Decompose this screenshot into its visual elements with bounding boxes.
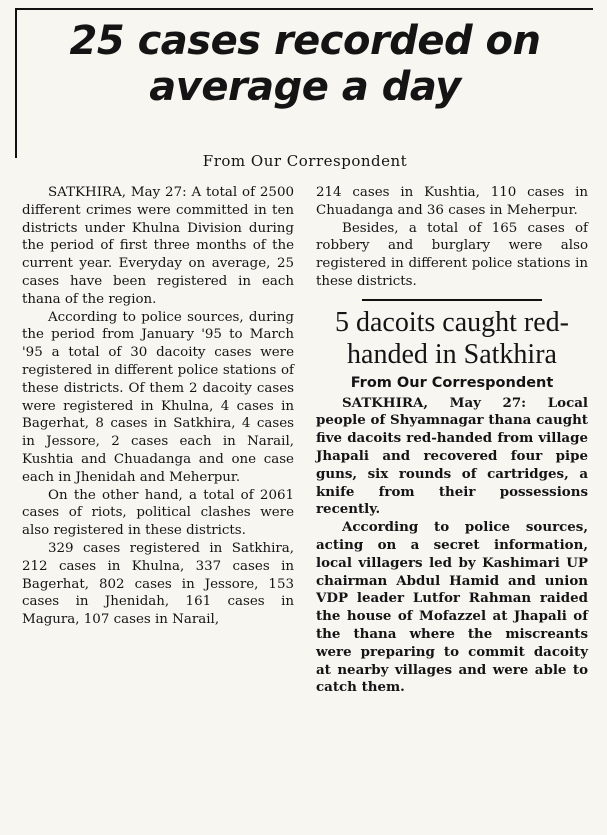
main-byline: From Our Correspondent: [202, 152, 408, 170]
second-headline: 5 dacoits caught red-handed in Satkhira: [334, 306, 570, 370]
article-paragraph: Besides, a total of 165 cases of robbery and burglary were also registered in different police stations in these districts.: [316, 220, 588, 289]
left-column: [22, 184, 294, 629]
article-paragraph: SATKHIRA, May 27: A total of 2500 different crimes were committed in ten districts under Khulna Division during the period of first three months of the current year. Everyday on average, 25 cases have been registered in each thana of the region.: [22, 185, 294, 307]
right-column: [316, 184, 588, 697]
article-paragraph: SATKHIRA, May 27: Local people of Shyamnagar thana caught five dacoits red-handed from village Jhapali and recovered four pipe guns, six rounds of cartridges, a knife from their possessions recently.: [316, 394, 588, 518]
article-paragraph: According to police sources, acting on a secret information, local villagers led by Kashimari UP chairman Abdul Hamid and union VDP leader Lutfor Rahman raided the house of Mofazzel at Jhapali of the thana where the miscreants were preparing to commit dacoity at nearby villages and were able to catch them.: [316, 519, 588, 696]
second-byline: From Our Correspondent: [350, 374, 554, 391]
main-headline: 25 cases recorded on average a day: [69, 18, 541, 110]
story-divider: [362, 299, 542, 301]
article-paragraph: According to police sources, during the period from January '95 to March '95 a total of 30 dacoity cases were registered in different police stations of these districts. Of them 2 dacoity cases were registered in Khulna, 4 cases in Bagerhat, 8 cases in Satkhira, 4 cases in Jessore, 2 cases each in Narail, Kushtia and Chuadanga and one case each in Jhenidah and Meherpur.: [22, 309, 294, 485]
article-continuation: 214 cases in Kushtia, 110 cases in Chuadanga and 36 cases in Meherpur.: [316, 185, 588, 218]
left-rule: [15, 8, 17, 158]
top-rule: [15, 8, 593, 10]
article-paragraph: 329 cases registered in Satkhira, 212 cases in Khulna, 337 cases in Bagerhat, 802 cases in Jessore, 153 cases in Jhenidah, 161 cases in Magura, 107 cases in Narail,: [22, 540, 294, 628]
article-paragraph: On the other hand, a total of 2061 cases of riots, political clashes were also registered in these districts.: [22, 487, 294, 539]
